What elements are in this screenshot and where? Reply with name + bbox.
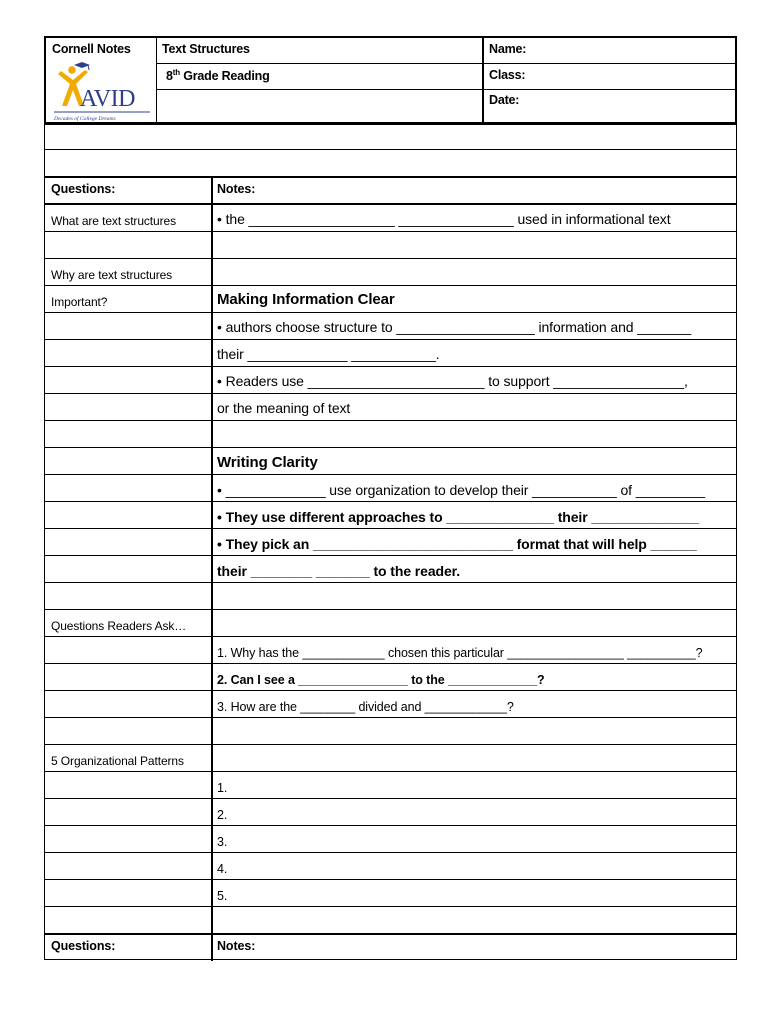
- note-line: 1. Why has the ____________ chosen this particular _________________ __________?: [217, 646, 703, 660]
- class-field-label: Class:: [489, 68, 526, 82]
- row-divider: [45, 149, 736, 150]
- header-divider: [156, 89, 735, 90]
- grade-label: 8th Grade Reading: [166, 68, 270, 84]
- row-divider: [45, 636, 736, 637]
- note-line: • Readers use _______________________ to support _________________,: [217, 373, 688, 389]
- row-divider: [45, 393, 736, 394]
- row-divider: [45, 798, 736, 799]
- note-line: • authors choose structure to __________________ information and _______: [217, 319, 692, 335]
- row-divider: [45, 609, 736, 610]
- note-line: • They pick an __________________________ format that will help ______: [217, 536, 697, 552]
- pattern-item: 4.: [217, 862, 228, 876]
- row-divider: [45, 366, 736, 367]
- row-divider: [45, 771, 736, 772]
- pattern-item: 3.: [217, 835, 228, 849]
- cornell-notes-label: Cornell Notes: [52, 42, 131, 56]
- row-divider: [45, 447, 736, 448]
- header-divider: [156, 38, 157, 122]
- row-divider: [45, 339, 736, 340]
- question-cue: Why are text structures: [51, 268, 173, 282]
- row-divider: [45, 528, 736, 529]
- row-divider: [45, 501, 736, 502]
- pattern-item: 1.: [217, 781, 228, 795]
- row-divider: [45, 582, 736, 583]
- notes-column-heading: Notes:: [217, 182, 256, 196]
- note-heading: Making Information Clear: [217, 291, 395, 308]
- row-divider: [45, 555, 736, 556]
- row-divider: [45, 285, 736, 286]
- row-divider: [45, 825, 736, 826]
- date-field-label: Date:: [489, 93, 520, 107]
- row-divider: [45, 258, 736, 259]
- row-divider: [45, 933, 736, 935]
- row-divider: [45, 312, 736, 313]
- row-divider: [45, 690, 736, 691]
- question-cue: Questions Readers Ask…: [51, 619, 187, 633]
- questions-column-heading: Questions:: [51, 182, 116, 196]
- question-cue: Important?: [51, 295, 108, 309]
- name-field-label: Name:: [489, 42, 527, 56]
- row-divider: [45, 879, 736, 880]
- topic-title: Text Structures: [162, 42, 250, 56]
- question-cue: What are text structures: [51, 214, 176, 228]
- header-block: [44, 36, 737, 124]
- note-line: • They use different approaches to ______________ their ______________: [217, 509, 699, 525]
- row-divider: [45, 906, 736, 907]
- note-line: 3. How are the ________ divided and ____________?: [217, 700, 514, 714]
- cornell-notes-table: [44, 124, 737, 960]
- note-line: or the meaning of text: [217, 400, 351, 416]
- row-divider: [45, 663, 736, 664]
- pattern-item: 2.: [217, 808, 228, 822]
- row-divider: [45, 231, 736, 232]
- note-line: • the ___________________ _______________ used in informational text: [217, 211, 671, 227]
- row-divider: [45, 203, 736, 205]
- avid-logo: [52, 60, 152, 122]
- row-divider: [45, 176, 736, 178]
- svg-text:AVID: AVID: [80, 86, 135, 112]
- header-divider: [156, 63, 735, 64]
- row-divider: [45, 852, 736, 853]
- notes-column-heading: Notes:: [217, 939, 256, 953]
- row-divider: [45, 717, 736, 718]
- pattern-item: 5.: [217, 889, 228, 903]
- row-divider: [45, 474, 736, 475]
- note-line: their _____________ ___________.: [217, 346, 440, 362]
- note-line: 2. Can I see a ________________ to the _____________?: [217, 673, 545, 687]
- column-divider: [211, 177, 213, 961]
- question-cue: 5 Organizational Patterns: [51, 754, 184, 768]
- note-heading: Writing Clarity: [217, 454, 318, 471]
- note-line: their ________ _______ to the reader.: [217, 563, 461, 579]
- svg-text:Decades of College Dreams: Decades of College Dreams: [54, 116, 116, 122]
- row-divider: [45, 744, 736, 745]
- note-line: • _____________ use organization to develop their ___________ of _________: [217, 482, 705, 498]
- questions-column-heading: Questions:: [51, 939, 116, 953]
- row-divider: [45, 420, 736, 421]
- header-divider: [482, 38, 484, 122]
